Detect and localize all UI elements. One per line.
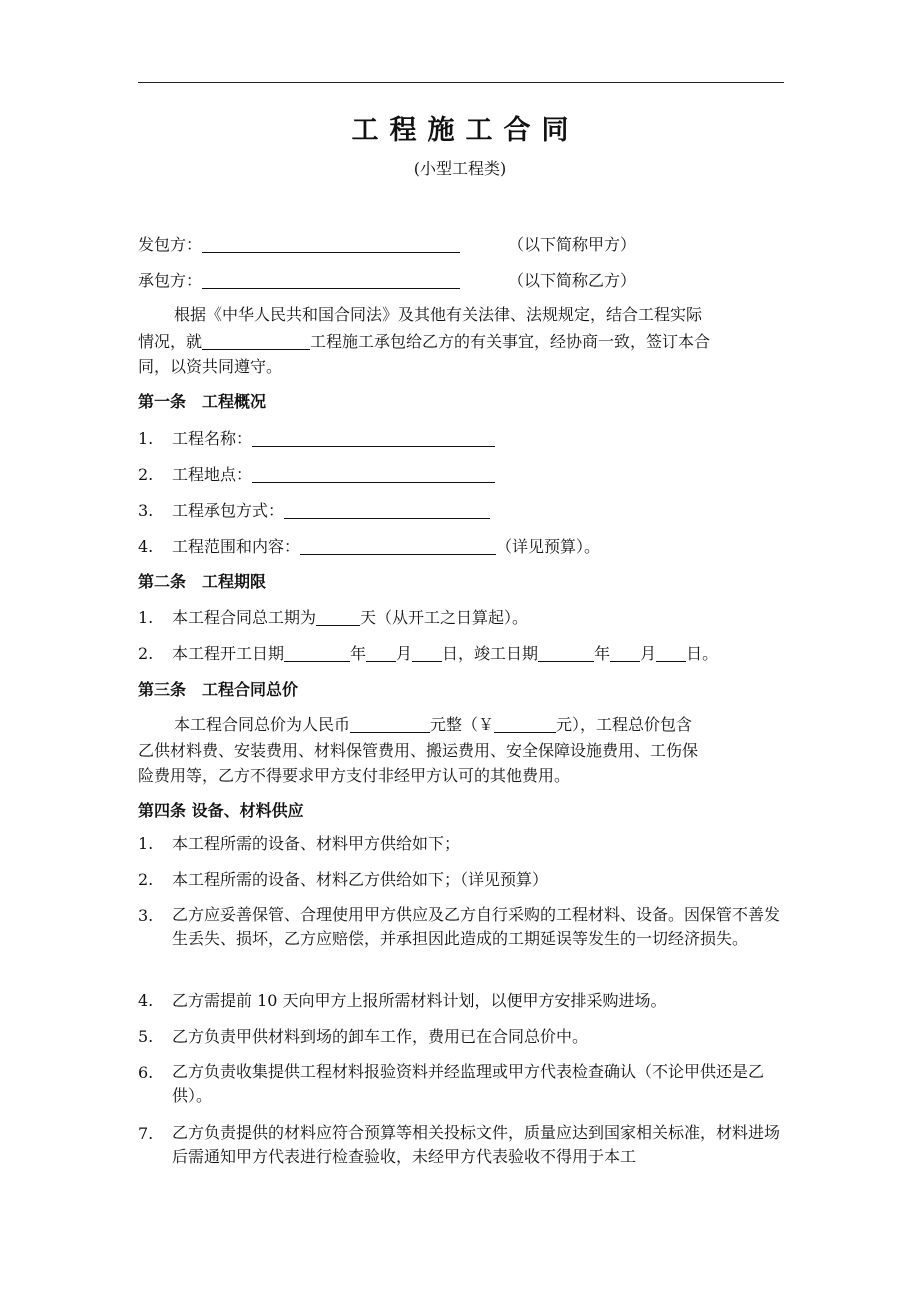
item-label: 工程地点：: [172, 465, 253, 484]
art4-item-3: 乙方应妥善保管、合理使用甲方供应及乙方自行采购的工程材料、设备。因保管不善发生丢失、损坏，乙方应赔偿，并承担因此造成的工期延误等发生的一切经济损失。: [172, 905, 781, 948]
article-2-title: 第二条 工程期限: [138, 572, 267, 591]
price-suffix: 元），工程总价包含: [556, 715, 693, 734]
end-year-field[interactable]: [538, 644, 594, 662]
party-a-label: 发包方：: [138, 235, 203, 254]
party-b-note: （以下简称乙方）: [508, 271, 637, 290]
art2-item-1: [138, 605, 528, 628]
item-number: 1.: [138, 834, 154, 853]
art4-item-4: 乙方需提前 10 天向甲方上报所需材料计划，以便甲方安排采购进场。: [172, 991, 667, 1010]
art3-line-2: 乙供材料费、安装费用、材料保管费用、搬运费用、安全保障设施费用、工伤保: [138, 741, 699, 760]
article-4-title: 第四条 设备、材料供应: [138, 801, 304, 820]
year-label: 年: [594, 644, 611, 663]
art3-line-1: [174, 712, 692, 735]
project-name-field[interactable]: [252, 429, 495, 447]
item-number: 3.: [138, 501, 154, 520]
art2-item-2: [138, 641, 718, 664]
intro-2a: 情况，就: [138, 332, 203, 351]
intro-line-2: [138, 329, 710, 352]
document-title: 工程施工合同: [351, 115, 580, 146]
start-day-field[interactable]: [412, 644, 442, 662]
article-1-title: 第一条 工程概况: [138, 392, 267, 411]
item-number: 6.: [138, 1063, 154, 1082]
scope-field[interactable]: [300, 537, 496, 555]
item-label: 工程承包方式：: [172, 501, 285, 520]
year-label: 年: [350, 644, 367, 663]
item-number: 1.: [138, 608, 154, 627]
start-month-field[interactable]: [366, 644, 396, 662]
item-suffix: （详见预算）。: [496, 537, 601, 556]
header-rule: [138, 82, 784, 83]
art1-item-2: [138, 462, 495, 485]
intro-2b: 工程施工承包给乙方的有关事宜，经协商一致，签订本合: [310, 332, 711, 351]
price-words-field[interactable]: [350, 715, 430, 733]
art3-line-3: 险费用等，乙方不得要求甲方支付非经甲方认可的其他费用。: [138, 766, 571, 785]
art4-item-2: 本工程所需的设备、材料乙方供给如下；（详见预算）: [172, 870, 549, 889]
party-a-line: [138, 232, 460, 255]
end-day-field[interactable]: [656, 644, 686, 662]
end-month-field[interactable]: [610, 644, 640, 662]
month-label: 月: [396, 644, 413, 663]
item-number: 5.: [138, 1027, 154, 1046]
intro-line-1: 根据《中华人民共和国合同法》及其他有关法律、法规规定，结合工程实际: [174, 305, 703, 324]
art1-item-1: [138, 426, 495, 449]
party-a-blank[interactable]: [202, 235, 460, 253]
project-name-blank[interactable]: [202, 332, 310, 350]
art4-item-6: 乙方负责收集提供工程材料报验资料并经监理或甲方代表检查确认（不论甲供还是乙供）。: [172, 1062, 765, 1105]
party-b-blank[interactable]: [202, 271, 460, 289]
item-number: 2.: [138, 465, 154, 484]
item-number: 4.: [138, 991, 154, 1010]
start-year-field[interactable]: [284, 644, 350, 662]
art4-item-7: 乙方负责提供的材料应符合预算等相关投标文件，质量应达到国家相关标准，材料进场后需通知甲方代表进行检查验收，未经甲方代表验收不得用于本工: [172, 1123, 781, 1166]
item-number: 2.: [138, 870, 154, 889]
party-b-label: 承包方：: [138, 271, 203, 290]
document-subtitle: (小型工程类): [413, 159, 507, 178]
intro-line-3: 同，以资共同遵守。: [138, 357, 283, 376]
item-number: 2.: [138, 644, 154, 663]
duration-label: 本工程合同总工期为: [172, 608, 317, 627]
start-date-label: 本工程开工日期: [172, 644, 285, 663]
item-number: 3.: [138, 906, 154, 925]
item-number: 7.: [138, 1124, 154, 1143]
item-number: 4.: [138, 537, 154, 556]
art4-item-5: 乙方负责甲供材料到场的卸车工作，费用已在合同总价中。: [172, 1027, 589, 1046]
price-label: 本工程合同总价为人民币: [174, 715, 351, 734]
item-number: 1.: [138, 429, 154, 448]
party-a-note: （以下简称甲方）: [508, 235, 637, 254]
end-date-label: 日，竣工日期: [442, 644, 539, 663]
art4-item-1: 本工程所需的设备、材料甲方供给如下；: [172, 834, 461, 853]
day-label: 日。: [686, 644, 719, 663]
month-label: 月: [640, 644, 657, 663]
duration-suffix: 天（从开工之日算起）。: [360, 608, 529, 627]
duration-days-field[interactable]: [316, 608, 360, 626]
article-3-title: 第三条 工程合同总价: [138, 680, 299, 699]
item-label: 工程范围和内容：: [172, 537, 301, 556]
party-b-line: [138, 268, 460, 291]
art1-item-3: [138, 498, 490, 521]
art1-item-4: [138, 534, 600, 557]
project-location-field[interactable]: [252, 465, 495, 483]
price-yuan-label: 元整（￥: [430, 715, 495, 734]
item-label: 工程名称：: [172, 429, 253, 448]
price-number-field[interactable]: [494, 715, 556, 733]
contract-method-field[interactable]: [284, 501, 490, 519]
